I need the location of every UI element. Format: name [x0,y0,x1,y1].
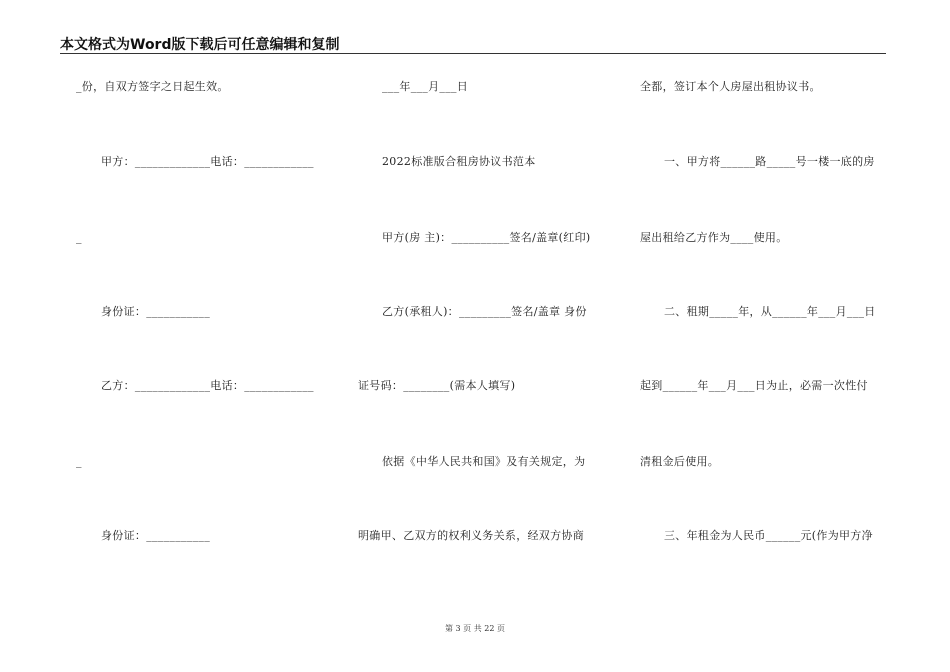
left-line-4: 身份证：___________ [101,305,210,318]
header-divider [60,53,886,54]
middle-line-2: 2022标准版合租房协议书范本 [382,155,536,168]
page-number: 第 3 页 共 22 页 [445,624,505,633]
middle-line-3: 甲方(房 主)：__________签名/盖章(红印) [382,231,591,244]
right-line-7: 三、年租金为人民币______元(作为甲方净 [664,529,873,542]
right-line-3: 屋出租给乙方作为____使用。 [640,231,788,244]
left-line-3: _ [76,231,82,244]
left-line-7: 身份证：___________ [101,529,210,542]
right-line-6: 清租金后使用。 [640,455,720,468]
right-line-2: 一、甲方将______路_____号一楼一底的房 [664,155,875,168]
middle-line-7: 明确甲、乙双方的权利义务关系，经双方协商 [358,529,584,542]
right-line-1: 全都，签订本个人房屋出租协议书。 [640,80,821,93]
document-header: 本文格式为Word版下载后可任意编辑和复制 [60,37,340,53]
middle-line-5: 证号码：________(需本人填写) [358,379,516,392]
left-line-2: 甲方：_____________电话：____________ [101,155,314,168]
right-line-5: 起到______年___月___日为止，必需一次性付 [640,379,868,392]
middle-line-4: 乙方(承租人)：_________签名/盖章 身份 [382,305,587,318]
right-line-4: 二、租期_____年，从______年___月___日 [664,305,876,318]
middle-line-6: 依据《中华人民共和国》及有关规定，为 [382,455,586,468]
left-line-6: _ [76,455,82,468]
left-line-1: _份，自双方签字之日起生效。 [76,80,229,93]
middle-line-1: ___年___月___日 [382,80,469,93]
left-line-5: 乙方：_____________电话：____________ [101,379,314,392]
